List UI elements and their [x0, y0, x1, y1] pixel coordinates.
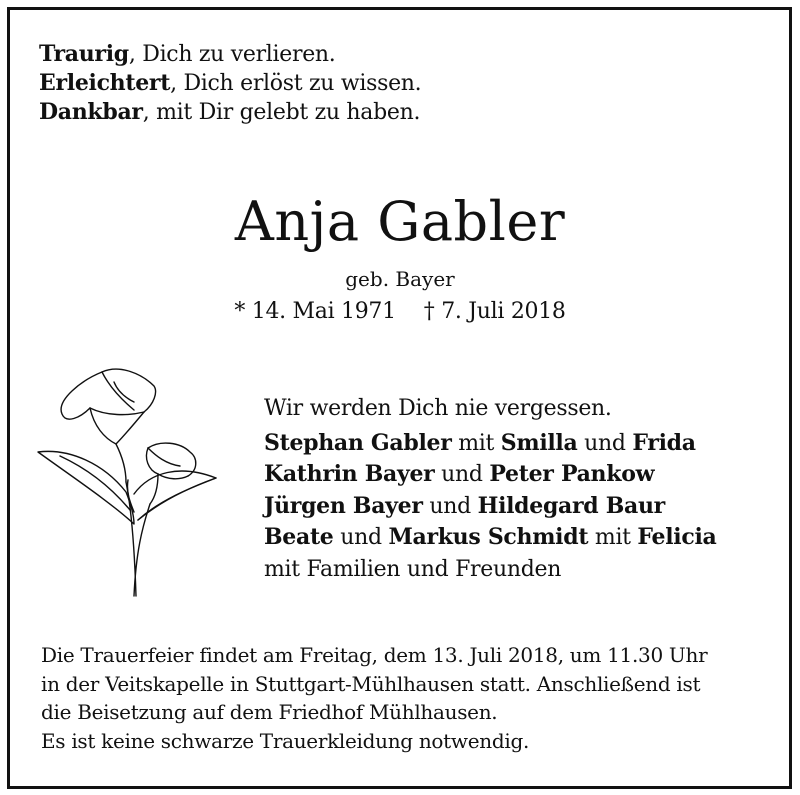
- farewell-line: Wir werden Dich nie vergessen.: [264, 396, 612, 421]
- mourner-connector: und: [434, 462, 490, 487]
- mourner-connector: und: [422, 493, 478, 519]
- mourner-name: Kathrin Bayer: [264, 461, 435, 487]
- calla-lily-icon: [30, 352, 240, 600]
- mourner-line: [264, 428, 716, 460]
- mourner-name: Stephan Gabler: [264, 429, 452, 456]
- death-date: † 7. Juli 2018: [423, 299, 566, 324]
- mourner-connector: mit Familien und Freunden: [264, 556, 562, 582]
- mourner-connector: mit: [451, 430, 501, 456]
- mourner-name: Peter Pankow: [489, 461, 655, 487]
- mourner-line: [264, 554, 716, 586]
- notice-line: Die Trauerfeier findet am Freitag, dem 13. Juli 2018, um 11.30 Uhr: [41, 643, 708, 667]
- mourner-name: Beate: [264, 524, 334, 550]
- notice-line: Es ist keine schwarze Trauerkleidung notwendig.: [41, 728, 530, 753]
- mourner-line: [264, 459, 716, 491]
- verse: [39, 40, 421, 127]
- mourner-line: [264, 491, 716, 523]
- mourner-name: Frida: [632, 429, 696, 456]
- mourners: [264, 393, 716, 585]
- mourner-name: Jürgen Bayer: [264, 492, 423, 519]
- mourner-connector: und: [577, 430, 633, 456]
- birth-date: * 14. Mai 1971: [234, 299, 396, 324]
- verse-line: Dankbar, mit Dir gelebt zu haben.: [39, 99, 421, 125]
- mourner-name: Felicia: [637, 524, 717, 550]
- notice-line: in der Veitskapelle in Stuttgart-Mühlhausen statt. Anschließend ist: [41, 671, 701, 696]
- mourner-list: [264, 428, 716, 586]
- mourner-line: [264, 522, 716, 554]
- mourner-name: Markus Schmidt: [388, 524, 589, 550]
- mourner-connector: mit: [588, 525, 638, 550]
- verse-line: Erleichtert, Dich erlöst zu wissen.: [39, 70, 422, 96]
- mourner-name: Hildegard Baur: [477, 492, 665, 519]
- mourner-name: Smilla: [500, 429, 578, 456]
- deceased-name: Anja Gabler: [234, 190, 566, 253]
- mourner-connector: und: [333, 525, 389, 550]
- life-dates: [0, 298, 800, 326]
- verse-line: Traurig, Dich zu verlieren.: [39, 41, 336, 67]
- notice-line: die Beisetzung auf dem Friedhof Mühlhausen.: [41, 700, 498, 724]
- birth-name: geb. Bayer: [345, 267, 455, 291]
- funeral-notice: [41, 641, 707, 755]
